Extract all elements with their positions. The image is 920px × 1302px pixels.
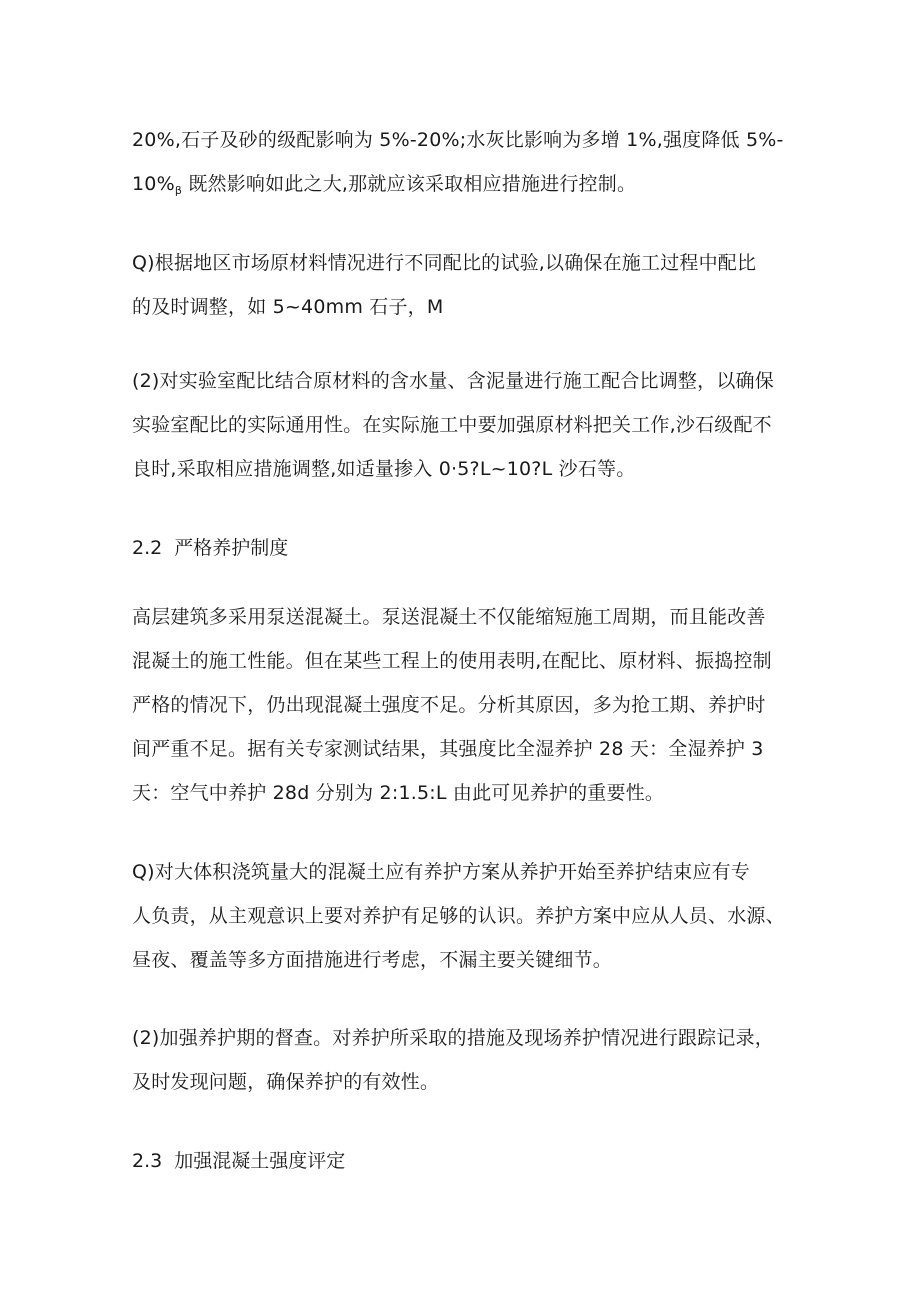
section-heading-2-3: 2.3 加强混凝土强度评定 xyxy=(132,1150,346,1172)
paragraph-curing-importance xyxy=(132,595,792,815)
text-line: 间严重不足。据有关专家测试结果，其强度比全湿养护 28 天：全湿养护 3 xyxy=(132,738,764,760)
text-fragment: 10% xyxy=(132,173,175,195)
section-heading-2-2: 2.2 严格养护制度 xyxy=(132,537,289,559)
paragraph-q2-curing-plan xyxy=(132,850,792,982)
text-line: (2)加强养护期的督查。对养护所采取的措施及现场养护情况进行跟踪记录， xyxy=(132,1027,774,1049)
paragraph-2-mix-adjustment xyxy=(132,359,792,491)
text-line: 及时发现问题，确保养护的有效性。 xyxy=(132,1071,440,1093)
text-line: 人负责，从主观意识上要对养护有足够的认识。养护方案中应从人员、水源、 xyxy=(132,905,785,927)
text-line: 良时,采取相应措施调整,如适量掺入 0·5?L~10?L 沙石等。 xyxy=(132,458,636,480)
text-line: (2)对实验室配比结合原材料的含水量、含泥量进行施工配合比调整，以确保 xyxy=(132,370,774,392)
paragraph-strength-factors xyxy=(132,118,792,206)
paragraph-q1-mix-trials xyxy=(132,241,792,329)
text-line: 20%,石子及砂的级配影响为 5%-20%;水灰比影响为多增 1%,强度降低 5%- xyxy=(132,129,784,151)
text-line: 的及时调整，如 5~40mm 石子，M xyxy=(132,296,444,318)
text-line: 混凝土的施工性能。但在某些工程上的使用表明,在配比、原材料、振捣控制 xyxy=(132,650,772,672)
subscript-glyph: β xyxy=(174,184,183,197)
text-line: 天：空气中养护 28d 分别为 2:1.5:L 由此可见养护的重要性。 xyxy=(132,782,665,804)
paragraph-curing-supervision xyxy=(132,1016,792,1104)
text-line: 昼夜、覆盖等多方面措施进行考虑，不漏主要关键细节。 xyxy=(132,949,613,971)
text-line: 高层建筑多采用泵送混凝土。泵送混凝土不仅能缩短施工周期，而且能改善 xyxy=(132,606,766,628)
text-line: 实验室配比的实际通用性。在实际施工中要加强原材料把关工作,沙石级配不 xyxy=(132,414,772,436)
text-line xyxy=(132,162,792,206)
text-line: Q)根据地区市场原材料情况进行不同配比的试验,以确保在施工过程中配比 xyxy=(132,252,757,274)
text-line: 严格的情况下，仍出现混凝土强度不足。分析其原因，多为抢工期、养护时 xyxy=(132,694,766,716)
text-line: Q)对大体积浇筑量大的混凝土应有养护方案从养护开始至养护结束应有专 xyxy=(132,861,750,883)
text-fragment: 既然影响如此之大,那就应该采取相应措施进行控制。 xyxy=(182,173,637,195)
